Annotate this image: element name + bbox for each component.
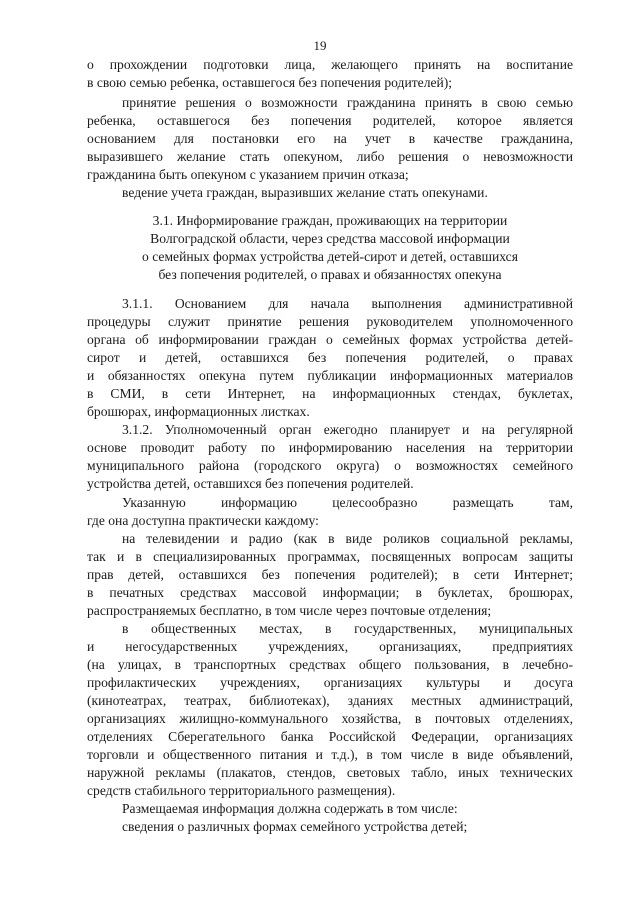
- text-line: прав детей, оставшихся без попечения родителей); в сети Интернет;: [87, 567, 573, 582]
- text-line: на телевидении и радио (как в виде роликов социальной рекламы,: [122, 531, 573, 546]
- text-line: сведения о различных формах семейного устройства детей;: [122, 819, 468, 834]
- text-line: Указанную информацию целесообразно размещать там,: [122, 495, 573, 510]
- text-line: ребенка, оставшегося без попечения родителей, которое является: [87, 113, 573, 128]
- section-heading: 3.1. Информирование граждан, проживающих на территории: [152, 213, 508, 228]
- text-line: в общественных местах, в государственных, муниципальных: [122, 621, 573, 636]
- text-line: распространяемых бесплатно, в том числе через почтовые отделения;: [87, 603, 492, 618]
- text-line: устройства детей, оставшихся без попечения родителей.: [87, 476, 414, 491]
- text-line: организациях жилищно-коммунального хозяйства, в почтовых отделениях,: [87, 711, 573, 726]
- text-line: Размещаемая информация должна содержать в том числе:: [122, 801, 458, 816]
- text-line: в печатных средствах массовой информации; в буклетах, брошюрах,: [87, 585, 573, 600]
- text-line: муниципального района (городского округа) о возможностях семейного: [87, 458, 573, 473]
- text-line: и негосударственных учреждениях, организациях, предприятиях: [87, 639, 573, 654]
- text-line: отделениях Сберегательного банка Российской Федерации, организациях: [87, 729, 573, 744]
- section-heading: без попечения родителей, о правах и обязанностях опекуна: [158, 267, 502, 282]
- text-line: выразившего желание стать опекуном, либо решения о невозможности: [87, 149, 573, 164]
- page-number: 19: [313, 38, 327, 53]
- text-line: и обязанностях опекуна путем публикации информационных материалов: [87, 368, 573, 383]
- text-line: гражданина быть опекуном с указанием причин отказа;: [87, 167, 409, 182]
- text-line: 3.1.1. Основанием для начала выполнения административной: [122, 296, 573, 311]
- text-line: основе проводит работу по информированию населения на территории: [87, 440, 573, 455]
- text-line: (на улицах, в транспортных средствах общего пользования, в лечебно-: [87, 657, 573, 672]
- text-line: о прохождении подготовки лица, желающего принять на воспитание: [87, 57, 573, 72]
- section-heading: Волгоградской области, через средства массовой информации: [150, 231, 510, 246]
- text-line: принятие решения о возможности гражданина принять в свою семью: [122, 95, 573, 110]
- text-line: где она доступна практически каждому:: [87, 513, 319, 528]
- section-heading: о семейных формах устройства детей-сирот и детей, оставшихся: [142, 249, 518, 264]
- text-line: процедуры служит принятие решения руководителем уполномоченного: [87, 314, 573, 329]
- text-line: 3.1.2. Уполномоченный орган ежегодно планирует и на регулярной: [122, 422, 573, 437]
- text-line: торговли и общественного питания и т.д.), в том числе в виде объявлений,: [87, 747, 573, 762]
- text-line: органа об информировании граждан о семейных формах устройства детей-: [87, 332, 573, 347]
- text-line: средств стабильного территориального размещения).: [87, 783, 396, 798]
- text-line: в свою семью ребенка, оставшегося без попечения родителей);: [87, 75, 453, 90]
- text-line: сирот и детей, оставшихся без попечения родителей, о правах: [87, 350, 573, 365]
- text-line: (кинотеатрах, театрах, библиотеках), зданиях местных администраций,: [87, 693, 573, 708]
- text-line: ведение учета граждан, выразивших желание стать опекунами.: [122, 185, 488, 200]
- text-line: профилактических учреждениях, организациях культуры и досуга: [87, 675, 573, 690]
- text-line: в СМИ, в сети Интернет, на информационных стендах, буклетах,: [87, 386, 573, 401]
- text-line: основанием для постановки его на учет в качестве гражданина,: [87, 131, 573, 146]
- text-line: брошюрах, информационных листках.: [87, 404, 310, 419]
- text-line: наружной рекламы (плакатов, стендов, световых табло, иных технических: [87, 765, 573, 780]
- text-line: так и в специализированных программах, посвященных вопросам защиты: [87, 549, 573, 564]
